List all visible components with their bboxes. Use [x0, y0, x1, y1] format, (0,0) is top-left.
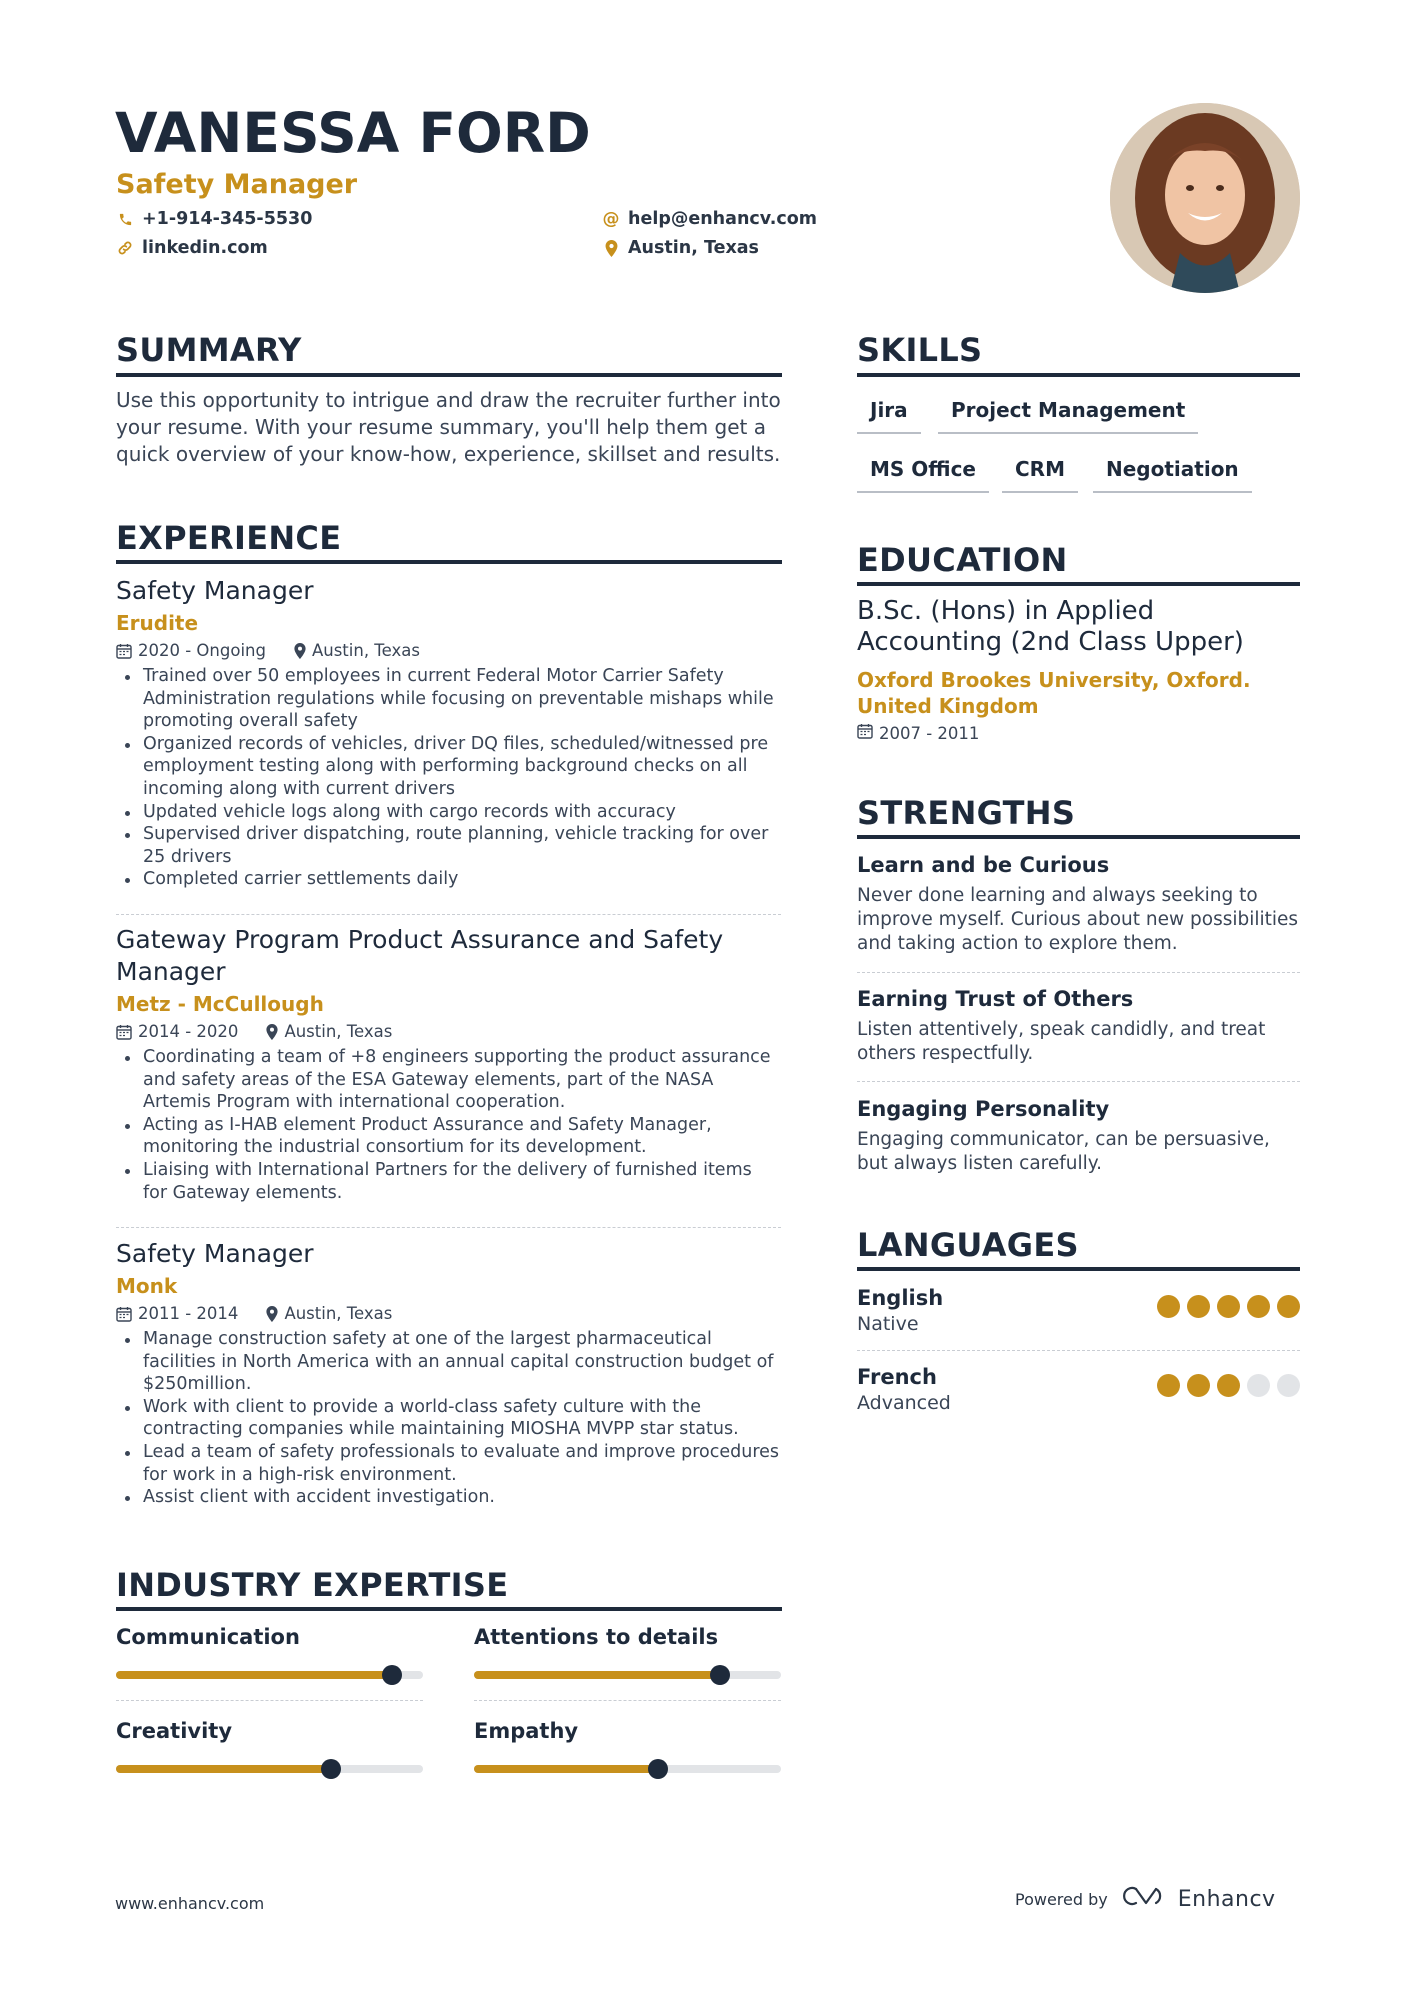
strengths-rule [857, 835, 1300, 839]
location-text: Austin, Texas [628, 238, 759, 258]
calendar-icon [116, 1306, 132, 1322]
education-degree: B.Sc. (Hons) in Applied Accounting (2nd Class Upper) [857, 596, 1244, 657]
bullet-item: Organized records of vehicles, driver DQ files, scheduled/witnessed pre employment testing along with performing background checks on all incoming along with current drivers [116, 733, 781, 801]
expertise-knob [648, 1759, 668, 1779]
language-rating [1157, 1374, 1300, 1397]
footer-website[interactable]: www.enhancv.com [115, 1894, 265, 1913]
bullet-item: Manage construction safety at one of the largest pharmaceutical facilities in North America with an annual capital construction budget of $250million. [116, 1328, 781, 1396]
profile-photo [1110, 103, 1300, 293]
email-text: help@enhancv.com [628, 209, 818, 229]
rating-dot [1157, 1295, 1180, 1318]
expertise-divider [474, 1700, 781, 1701]
rating-dot [1157, 1374, 1180, 1397]
phone-contact[interactable] [116, 207, 312, 231]
education-heading: EDUCATION [857, 541, 1068, 579]
skill-tag: Negotiation [1093, 455, 1252, 493]
job-company: Monk [116, 1274, 178, 1298]
expertise-label: Empathy [474, 1719, 579, 1743]
bullet-item: Acting as I-HAB element Product Assurance and Safety Manager, monitoring the industrial consortium for its development. [116, 1114, 781, 1159]
bullet-item: Coordinating a team of +8 engineers supporting the product assurance and safety areas of the ESA Gateway elements, part of the NASA Artemis Program with international cooperation. [116, 1046, 781, 1114]
linkedin-text: linkedin.com [142, 238, 268, 258]
language-item [857, 1363, 1300, 1416]
expertise-knob [382, 1665, 402, 1685]
job-title: Safety Manager [116, 576, 314, 605]
candidate-role: Safety Manager [116, 169, 358, 200]
email-contact[interactable] [602, 207, 817, 231]
expertise-track [474, 1765, 781, 1773]
enhancv-logo-icon [1122, 1884, 1168, 1914]
expertise-item [474, 1717, 781, 1745]
industry-heading: INDUSTRY EXPERTISE [116, 1566, 509, 1604]
bullet-item: Updated vehicle logs along with cargo records with accuracy [116, 801, 781, 824]
link-icon [116, 239, 134, 257]
location-pin-icon [294, 643, 306, 659]
location-contact [602, 236, 759, 260]
skills-heading: SKILLS [857, 331, 983, 369]
linkedin-contact[interactable] [116, 236, 268, 260]
language-item [857, 1284, 1300, 1337]
expertise-label: Attentions to details [474, 1625, 719, 1649]
languages-rule [857, 1267, 1300, 1271]
language-name: English [857, 1286, 944, 1310]
strength-title: Learn and be Curious [857, 853, 1110, 877]
job-bullets [116, 1046, 781, 1204]
bullet-item: Liaising with International Partners for the delivery of furnished items for Gateway elements. [116, 1159, 781, 1204]
strength-divider [857, 972, 1300, 973]
location-pin-icon [266, 1024, 278, 1040]
job-entry [116, 575, 781, 891]
strengths-heading: STRENGTHS [857, 794, 1076, 832]
job-location: Austin, Texas [311, 641, 420, 660]
expertise-knob [321, 1759, 341, 1779]
rating-dot [1217, 1295, 1240, 1318]
candidate-name: VANESSA FORD [115, 101, 591, 165]
calendar-icon [116, 1024, 132, 1040]
skill-tag: CRM [1002, 455, 1078, 493]
expertise-item [116, 1717, 423, 1745]
job-title: Safety Manager [116, 1239, 314, 1268]
rating-dot [1187, 1295, 1210, 1318]
rating-dot [1217, 1374, 1240, 1397]
expertise-item [116, 1623, 423, 1651]
expertise-fill [474, 1671, 720, 1679]
job-dates: 2011 - 2014 [138, 1304, 239, 1323]
job-dates: 2020 - Ongoing [138, 641, 266, 660]
language-rating [1157, 1295, 1300, 1318]
strength-title: Earning Trust of Others [857, 987, 1134, 1011]
job-company: Erudite [116, 611, 199, 635]
strength-desc: Listen attentively, speak candidly, and treat others respectfully. [857, 1019, 1266, 1064]
rating-dot [1247, 1295, 1270, 1318]
summary-rule [116, 373, 782, 377]
expertise-fill [474, 1765, 658, 1773]
strength-divider [857, 1081, 1300, 1082]
rating-dot [1277, 1374, 1300, 1397]
expertise-track [474, 1671, 781, 1679]
strength-title: Engaging Personality [857, 1097, 1110, 1121]
phone-icon [116, 210, 134, 228]
bullet-item: Work with client to provide a world-class safety culture with the contracting companies while maintaining MIOSHA MVPP star status. [116, 1396, 781, 1441]
strength-item [857, 851, 1300, 956]
expertise-divider [116, 1700, 423, 1701]
bullet-item: Lead a team of safety professionals to evaluate and improve procedures for work in a high-risk environment. [116, 1441, 781, 1486]
calendar-icon [857, 722, 873, 746]
language-name: French [857, 1365, 937, 1389]
language-level: Native [857, 1313, 919, 1335]
calendar-icon [116, 643, 132, 659]
expertise-track [116, 1765, 423, 1773]
at-icon: @ [602, 209, 620, 229]
language-level: Advanced [857, 1392, 951, 1414]
job-company: Metz - McCullough [116, 992, 324, 1016]
strength-item [857, 985, 1300, 1066]
skill-tag: Project Management [938, 396, 1198, 434]
job-meta [116, 1020, 781, 1044]
languages-heading: LANGUAGES [857, 1226, 1079, 1264]
bullet-item: Supervised driver dispatching, route planning, vehicle tracking for over 25 drivers [116, 823, 781, 868]
experience-rule [116, 560, 782, 564]
job-dates: 2014 - 2020 [138, 1022, 239, 1041]
job-divider [116, 1227, 781, 1228]
skill-tag: MS Office [857, 455, 989, 493]
job-location: Austin, Texas [284, 1022, 393, 1041]
job-entry [116, 1238, 781, 1509]
job-entry [116, 924, 781, 1204]
phone-text: +1-914-345-5530 [142, 209, 313, 229]
rating-dot [1187, 1374, 1210, 1397]
job-bullets [116, 665, 781, 891]
location-pin-icon [266, 1306, 278, 1322]
industry-rule [116, 1607, 782, 1611]
language-divider [857, 1350, 1300, 1351]
brand-name: Enhancv [1177, 1886, 1276, 1912]
bullet-item: Assist client with accident investigation. [116, 1486, 781, 1509]
bullet-item: Trained over 50 employees in current Federal Motor Carrier Safety Administration regulations while focusing on preventable mishaps while promoting overall safety [116, 665, 781, 733]
job-divider [116, 914, 781, 915]
experience-heading: EXPERIENCE [116, 519, 342, 557]
job-bullets [116, 1328, 781, 1509]
strength-item [857, 1095, 1300, 1176]
education-rule [857, 582, 1300, 586]
summary-text: Use this opportunity to intrigue and draw the recruiter further into your resume. With your resume summary, you'll help them get a quick overview of your know-how, experience, skillset and results. [116, 388, 781, 466]
job-meta [116, 1302, 781, 1326]
expertise-knob [710, 1665, 730, 1685]
expertise-item [474, 1623, 781, 1651]
strength-desc: Engaging communicator, can be persuasive, but always listen carefully. [857, 1129, 1270, 1174]
location-pin-icon [602, 239, 620, 257]
expertise-label: Creativity [116, 1719, 233, 1743]
footer-branding [1015, 1884, 1276, 1914]
expertise-track [116, 1671, 423, 1679]
summary-heading: SUMMARY [116, 331, 302, 369]
rating-dot [1277, 1295, 1300, 1318]
skill-tag: Jira [857, 396, 921, 434]
strength-desc: Never done learning and always seeking to improve myself. Curious about new possibilities and taking action to explore them. [857, 885, 1299, 954]
rating-dot [1247, 1374, 1270, 1397]
education-school: Oxford Brookes University, Oxford. United Kingdom [857, 668, 1251, 718]
bullet-item: Completed carrier settlements daily [116, 868, 781, 891]
job-meta [116, 639, 781, 663]
powered-by-text: Powered by [1015, 1889, 1108, 1909]
expertise-fill [116, 1671, 392, 1679]
education-meta [857, 722, 979, 746]
expertise-fill [116, 1765, 331, 1773]
brand-logo [1122, 1884, 1276, 1914]
job-location: Austin, Texas [284, 1304, 393, 1323]
education-dates: 2007 - 2011 [879, 724, 980, 743]
job-title: Gateway Program Product Assurance and Safety Manager [116, 925, 724, 986]
expertise-label: Communication [116, 1625, 300, 1649]
skills-rule [857, 373, 1300, 377]
